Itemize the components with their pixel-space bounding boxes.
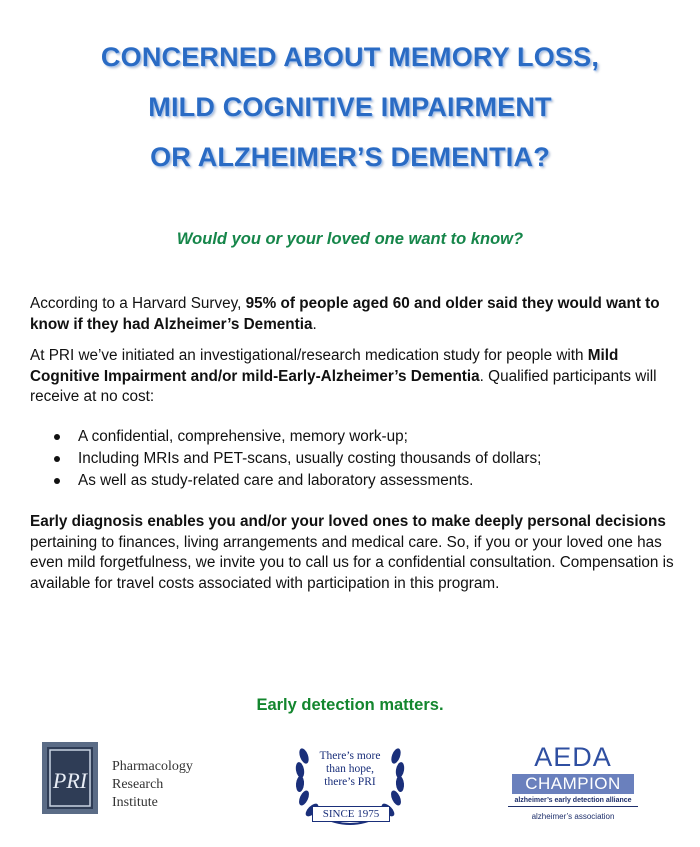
survey-text-end: . — [312, 315, 317, 333]
pri-logo — [42, 740, 222, 820]
pri-name-line-3: Institute — [112, 795, 158, 810]
survey-paragraph — [30, 294, 680, 335]
survey-bold-text: 95% of people aged 60 and older said they would want to know if they had Alzheimer’s Dementia — [30, 295, 660, 333]
aeda-association: alzheimer’s association — [531, 812, 615, 821]
headline-line-2: MILD COGNITIVE IMPAIRMENT — [148, 92, 552, 122]
headline-line-1: CONCERNED ABOUT MEMORY LOSS, — [100, 42, 600, 72]
aeda-champion-bar: CHAMPION — [512, 774, 634, 794]
list-item: A confidential, comprehensive, memory work-up; — [30, 426, 670, 448]
badge-slogan — [290, 750, 410, 789]
badge-since: SINCE 1975 — [312, 806, 390, 822]
tagline: Would you or your loved one want to know? — [176, 230, 524, 248]
pri-name-line-2: Research — [112, 777, 164, 792]
diagnosis-bold-text: Early diagnosis enables you and/or your loved ones to make deeply personal decisions — [30, 513, 666, 530]
study-bold-text: Mild Cognitive Impairment and/or mild-Early-Alzheimer’s Dementia — [30, 347, 619, 385]
pri-name-line-1: Pharmacology — [112, 759, 193, 774]
footer-tagline-dot: . — [438, 696, 444, 714]
survey-text: According to a Harvard Survey, — [30, 295, 246, 312]
diagnosis-text: pertaining to finances, living arrangements and medical care. So, if you or your loved one has even mild forgetfulness, we invite you to call us for a confidential consultation. Compensation is available for travel costs associated with participation in this program. — [30, 533, 674, 592]
pri-mark: PRI — [52, 768, 88, 793]
footer-tagline — [0, 696, 700, 715]
benefits-list — [30, 426, 670, 492]
aeda-champion-logo — [508, 742, 648, 832]
study-text-end: . Qualified participants will receive at no cost: — [30, 367, 657, 405]
badge-line-2: than hope, — [326, 763, 374, 775]
aeda-title: AEDA — [534, 742, 612, 772]
footer-tagline-text: Early detection matters — [256, 696, 439, 714]
pri-mark-icon — [42, 742, 98, 814]
headline — [0, 32, 700, 182]
list-item: Including MRIs and PET-scans, usually costing thousands of dollars; — [30, 448, 670, 470]
headline-line-3: OR ALZHEIMER’S DEMENTIA? — [150, 142, 550, 172]
pri-name — [112, 758, 193, 812]
since-1975-badge — [290, 736, 410, 836]
study-text: At PRI we’ve initiated an investigational/research medication study for people with — [30, 347, 588, 364]
diagnosis-paragraph — [30, 512, 680, 594]
study-paragraph — [30, 346, 680, 408]
badge-line-3: there’s PRI — [324, 776, 376, 788]
list-item: As well as study-related care and laboratory assessments. — [30, 470, 670, 492]
badge-line-1: There’s more — [319, 750, 381, 762]
aeda-subtitle: alzheimer’s early detection alliance — [508, 797, 638, 807]
